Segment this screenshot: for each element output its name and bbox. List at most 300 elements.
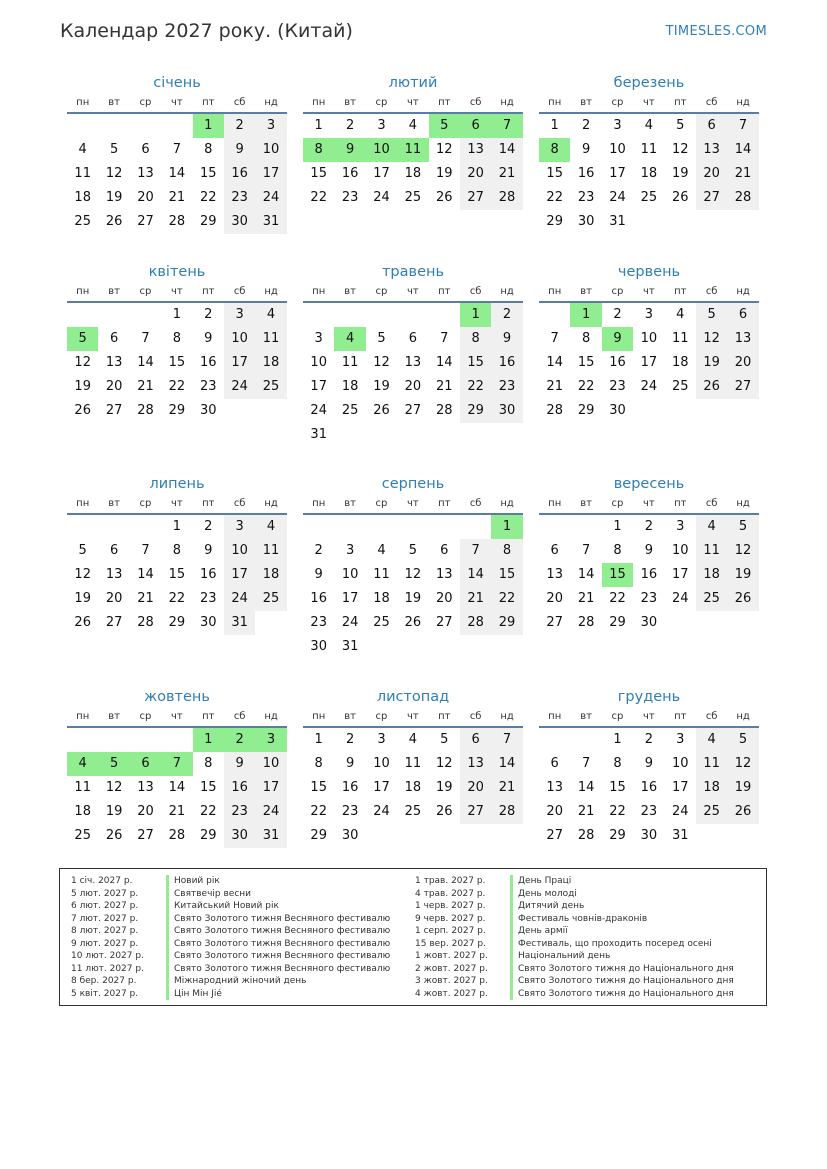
day-cell: 17: [255, 776, 286, 800]
holiday-day-cell: 6: [130, 752, 161, 776]
day-cell: 10: [224, 539, 255, 563]
day-cell: 30: [224, 210, 255, 234]
day-cell: 20: [546, 591, 563, 606]
legend-date: 9 черв. 2027 р.: [415, 913, 486, 924]
month-name: жовтень: [144, 689, 210, 705]
legend-holiday-name: Цін Мін Jié: [174, 988, 222, 999]
day-cell: 26: [373, 403, 390, 418]
weekday-label: нд: [736, 498, 750, 509]
day-cell: 23: [199, 591, 217, 606]
day-cell: 29: [199, 828, 217, 843]
day-cell: 4: [696, 728, 727, 752]
day-cell: 10: [671, 756, 689, 771]
day-cell: 7: [440, 331, 449, 346]
day-grid: [539, 303, 759, 423]
day-cell: 15: [577, 355, 595, 370]
day-cell: 4: [377, 543, 386, 558]
day-cell: 24: [640, 379, 658, 394]
weekday-label: сб: [233, 97, 246, 108]
day-cell: 20: [105, 591, 123, 606]
weekday-label: нд: [264, 97, 278, 108]
day-cell: 21: [577, 804, 595, 819]
day-cell: 3: [613, 118, 622, 133]
day-cell: 20: [460, 776, 491, 800]
day-cell: 26: [74, 615, 91, 630]
day-cell: 4: [255, 515, 286, 539]
month-name: квітень: [148, 264, 206, 280]
day-cell: 28: [577, 615, 595, 630]
day-cell: 4: [408, 118, 417, 133]
day-cell: 27: [696, 186, 727, 210]
day-cell: 19: [74, 591, 91, 606]
day-cell: 8: [613, 756, 622, 771]
day-cell: 13: [546, 780, 563, 795]
day-cell: 28: [491, 800, 522, 824]
day-cell: 18: [640, 166, 658, 181]
weekday-label: чт: [643, 498, 655, 509]
day-cell: 18: [74, 190, 91, 205]
month-name: травень: [381, 264, 445, 280]
day-cell: 15: [199, 780, 217, 795]
day-cell: 30: [341, 828, 359, 843]
day-cell: 10: [640, 331, 658, 346]
legend-holiday-name: Національний день: [518, 951, 611, 961]
empty-cell: [570, 515, 601, 539]
day-cell: 27: [727, 375, 758, 399]
day-cell: 12: [696, 327, 727, 351]
day-cell: 9: [224, 752, 255, 776]
day-cell: 22: [168, 591, 186, 606]
day-cell: 5: [408, 543, 417, 558]
day-cell: 7: [727, 114, 758, 138]
day-cell: 22: [310, 804, 327, 819]
weekday-label: вт: [344, 498, 356, 509]
empty-cell: [67, 515, 98, 539]
day-cell: 20: [435, 591, 453, 606]
day-cell: 2: [644, 732, 653, 747]
legend-holiday-name: Новий рік: [174, 876, 220, 886]
day-cell: 9: [345, 756, 355, 771]
weekday-label: пн: [312, 286, 326, 297]
day-cell: 27: [404, 403, 422, 418]
day-cell: 11: [74, 780, 91, 795]
day-cell: 3: [314, 331, 323, 346]
day-cell: 17: [640, 355, 658, 370]
day-cell: 22: [577, 379, 595, 394]
weekday-label: ср: [611, 286, 624, 297]
day-cell: 30: [640, 828, 658, 843]
holiday-day-cell: 1: [491, 515, 522, 539]
day-cell: 16: [640, 567, 658, 582]
day-cell: 28: [577, 828, 595, 843]
day-cell: 15: [609, 780, 626, 795]
legend-marker: [166, 925, 169, 938]
day-cell: 30: [577, 214, 595, 229]
day-cell: 26: [435, 804, 453, 819]
day-cell: 16: [310, 591, 327, 606]
legend-row: [71, 938, 390, 951]
day-cell: 25: [74, 214, 91, 229]
legend-date: 3 жовт. 2027 р.: [415, 976, 488, 986]
legend-row: [415, 950, 734, 963]
empty-cell: [460, 515, 491, 539]
day-cell: 10: [255, 138, 286, 162]
day-grid: [67, 114, 287, 234]
legend-row: [415, 963, 734, 976]
weekday-label: пн: [76, 498, 90, 509]
holiday-day-cell: 3: [255, 728, 286, 752]
weekday-label: сб: [233, 711, 246, 722]
day-cell: 16: [341, 780, 359, 795]
day-cell: 15: [310, 166, 327, 181]
month-7: [67, 473, 287, 635]
day-cell: 21: [168, 190, 186, 205]
empty-cell: [303, 515, 334, 539]
day-cell: 26: [105, 828, 123, 843]
weekday-label: сб: [705, 97, 718, 108]
weekday-label: ср: [139, 286, 152, 297]
day-cell: 24: [671, 804, 689, 819]
day-cell: 22: [460, 375, 491, 399]
holiday-day-cell: 11: [397, 138, 428, 162]
day-cell: 18: [373, 591, 390, 606]
holiday-day-cell: 5: [429, 114, 460, 138]
day-cell: 31: [255, 824, 286, 848]
day-cell: 19: [671, 166, 689, 181]
day-cell: 29: [168, 403, 186, 418]
legend-holiday-name: Свято Золотого тижня до Національного дня: [518, 976, 734, 986]
day-cell: 1: [613, 732, 622, 747]
weekday-label: чт: [643, 286, 655, 297]
weekday-label: сб: [469, 498, 482, 509]
legend-marker: [510, 963, 513, 976]
day-cell: 10: [373, 756, 390, 771]
legend-holiday-name: Святвечір весни: [174, 888, 252, 899]
day-grid: [539, 728, 759, 848]
weekday-label: пт: [438, 286, 451, 297]
weekday-label: пт: [674, 498, 687, 509]
day-cell: 19: [105, 804, 123, 819]
weekday-header: [539, 495, 759, 515]
empty-cell: [98, 114, 129, 138]
day-cell: 9: [491, 327, 522, 351]
day-cell: 21: [435, 379, 453, 394]
month-name: червень: [617, 264, 681, 280]
day-cell: 15: [168, 567, 186, 582]
weekday-label: сб: [469, 97, 482, 108]
holiday-day-cell: 6: [460, 114, 491, 138]
day-cell: 20: [105, 379, 123, 394]
weekday-header: [539, 94, 759, 114]
day-cell: 30: [609, 403, 626, 418]
legend-date: 1 жовт. 2027 р.: [415, 951, 488, 961]
legend-holiday-name: Фестиваль, що проходить посеред осені: [518, 938, 712, 949]
weekday-header: [539, 708, 759, 728]
day-cell: 23: [199, 379, 217, 394]
month-name: грудень: [617, 689, 681, 705]
weekday-label: пт: [674, 711, 687, 722]
legend-row: [415, 913, 734, 926]
day-cell: 7: [172, 142, 181, 157]
day-cell: 28: [491, 186, 522, 210]
legend-row: [71, 875, 390, 888]
legend-date: 4 жовт. 2027 р.: [415, 988, 488, 999]
day-cell: 6: [440, 543, 449, 558]
legend-holiday-name: День армії: [518, 926, 568, 936]
day-cell: 20: [137, 804, 154, 819]
day-cell: 6: [408, 331, 417, 346]
weekday-label: пт: [438, 711, 451, 722]
month-4: [67, 261, 287, 423]
day-cell: 6: [550, 756, 559, 771]
day-cell: 15: [491, 563, 522, 587]
empty-cell: [161, 114, 192, 138]
day-cell: 21: [168, 804, 186, 819]
empty-cell: [429, 515, 460, 539]
day-cell: 28: [435, 403, 453, 418]
weekday-label: вт: [580, 711, 592, 722]
day-cell: 7: [581, 543, 591, 558]
weekday-header: [67, 94, 287, 114]
day-cell: 20: [404, 379, 422, 394]
empty-cell: [303, 303, 334, 327]
month-5: [303, 261, 523, 447]
legend-date: 15 вер. 2027 р.: [415, 938, 486, 949]
weekday-label: ср: [375, 97, 388, 108]
weekday-header: [303, 495, 523, 515]
weekday-label: сб: [705, 286, 718, 297]
day-cell: 29: [199, 214, 217, 229]
day-cell: 3: [377, 732, 386, 747]
day-cell: 24: [255, 800, 286, 824]
day-cell: 16: [491, 351, 522, 375]
weekday-label: вт: [580, 97, 592, 108]
day-cell: 17: [255, 162, 286, 186]
empty-cell: [539, 728, 570, 752]
day-cell: 17: [341, 591, 359, 606]
legend-row: [415, 925, 734, 938]
day-cell: 22: [609, 591, 626, 606]
site-link[interactable]: TIMESLES.COM: [665, 24, 767, 39]
day-cell: 3: [377, 118, 386, 133]
legend-row: [415, 875, 734, 888]
weekday-label: нд: [500, 498, 514, 509]
day-cell: 19: [696, 351, 727, 375]
weekday-label: чт: [407, 711, 419, 722]
weekday-label: пт: [674, 97, 687, 108]
day-cell: 22: [609, 804, 626, 819]
weekday-label: сб: [469, 286, 482, 297]
day-cell: 10: [609, 142, 626, 157]
day-cell: 7: [141, 331, 150, 346]
day-cell: 9: [204, 543, 213, 558]
day-cell: 26: [727, 587, 758, 611]
day-cell: 6: [109, 543, 119, 558]
legend-row: [71, 900, 390, 913]
day-cell: 28: [460, 611, 491, 635]
month-11: [303, 686, 523, 848]
day-cell: 13: [105, 355, 123, 370]
day-cell: 22: [310, 190, 327, 205]
weekday-label: пн: [312, 711, 326, 722]
day-cell: 22: [546, 190, 563, 205]
day-cell: 10: [255, 752, 286, 776]
day-cell: 12: [435, 756, 453, 771]
day-cell: 2: [644, 519, 653, 534]
empty-cell: [67, 728, 98, 752]
day-cell: 11: [696, 752, 727, 776]
weekday-label: чт: [407, 286, 419, 297]
day-cell: 26: [696, 375, 727, 399]
weekday-label: ср: [139, 711, 152, 722]
weekday-label: вт: [344, 97, 356, 108]
legend-holiday-name: Свято Золотого тижня Весняного фестивалю: [174, 926, 391, 936]
day-cell: 6: [727, 303, 758, 327]
empty-cell: [130, 728, 161, 752]
day-cell: 29: [577, 403, 595, 418]
weekday-label: нд: [500, 97, 514, 108]
day-cell: 11: [640, 142, 658, 157]
day-cell: 23: [577, 190, 595, 205]
day-cell: 25: [640, 190, 658, 205]
day-cell: 25: [341, 403, 359, 418]
weekday-label: ср: [611, 97, 624, 108]
day-cell: 26: [105, 214, 123, 229]
legend-marker: [510, 938, 513, 951]
day-cell: 7: [141, 543, 150, 558]
legend-marker: [510, 875, 513, 888]
legend-date: 1 січ. 2027 р.: [71, 876, 133, 886]
holiday-day-cell: 7: [491, 114, 522, 138]
day-cell: 30: [491, 399, 522, 423]
holiday-day-cell: 8: [539, 138, 570, 162]
weekday-label: пн: [548, 711, 562, 722]
day-cell: 8: [314, 756, 323, 771]
day-cell: 22: [168, 379, 186, 394]
legend-date: 8 лют. 2027 р.: [71, 926, 139, 936]
day-cell: 22: [199, 804, 217, 819]
day-cell: 21: [137, 379, 154, 394]
day-cell: 14: [168, 166, 186, 181]
weekday-label: нд: [264, 498, 278, 509]
holiday-day-cell: 4: [334, 327, 365, 351]
weekday-header: [303, 94, 523, 114]
day-cell: 3: [224, 515, 255, 539]
day-cell: 25: [696, 587, 727, 611]
day-cell: 2: [581, 118, 591, 133]
legend-row: [71, 988, 390, 1001]
day-cell: 27: [546, 615, 563, 630]
legend-date: 1 черв. 2027 р.: [415, 901, 486, 911]
day-cell: 9: [204, 331, 213, 346]
day-cell: 12: [74, 567, 91, 582]
day-cell: 7: [581, 756, 591, 771]
weekday-label: пт: [202, 286, 215, 297]
day-cell: 15: [460, 351, 491, 375]
month-name: вересень: [613, 476, 685, 492]
day-cell: 24: [341, 615, 359, 630]
holiday-day-cell: 9: [602, 327, 633, 351]
day-cell: 4: [696, 515, 727, 539]
day-cell: 10: [671, 543, 689, 558]
legend-holiday-name: Фестиваль човнів-драконів: [518, 913, 648, 924]
day-cell: 5: [109, 142, 119, 157]
day-cell: 21: [491, 776, 522, 800]
day-cell: 15: [310, 780, 327, 795]
day-cell: 13: [435, 567, 453, 582]
weekday-label: вт: [580, 498, 592, 509]
legend-row: [415, 888, 734, 901]
day-cell: 27: [105, 403, 123, 418]
day-cell: 24: [224, 375, 255, 399]
day-cell: 27: [546, 828, 563, 843]
day-cell: 11: [255, 327, 286, 351]
holiday-day-cell: 7: [161, 752, 192, 776]
day-cell: 14: [137, 355, 154, 370]
legend-date: 8 бер. 2027 р.: [71, 976, 137, 986]
month-12: [539, 686, 759, 848]
legend-marker: [166, 888, 169, 901]
day-cell: 31: [609, 214, 626, 229]
day-cell: 14: [168, 780, 186, 795]
day-cell: 19: [373, 379, 390, 394]
day-cell: 24: [255, 186, 286, 210]
weekday-label: чт: [171, 711, 183, 722]
day-cell: 27: [435, 615, 453, 630]
day-cell: 1: [613, 519, 622, 534]
day-cell: 19: [105, 190, 123, 205]
day-cell: 4: [676, 307, 685, 322]
day-cell: 14: [577, 567, 595, 582]
day-cell: 4: [644, 118, 653, 133]
weekday-label: ср: [375, 711, 388, 722]
weekday-label: вт: [344, 286, 356, 297]
weekday-label: чт: [407, 498, 419, 509]
month-6: [539, 261, 759, 423]
day-cell: 25: [255, 375, 286, 399]
weekday-label: сб: [469, 711, 482, 722]
day-cell: 28: [168, 214, 186, 229]
day-cell: 8: [204, 142, 213, 157]
day-cell: 2: [491, 303, 522, 327]
day-cell: 15: [199, 166, 217, 181]
day-cell: 5: [377, 331, 386, 346]
weekday-label: нд: [736, 286, 750, 297]
day-cell: 9: [644, 543, 653, 558]
weekday-label: чт: [643, 97, 655, 108]
legend-row: [71, 913, 390, 926]
day-cell: 29: [609, 615, 626, 630]
day-cell: 4: [408, 732, 417, 747]
day-cell: 7: [491, 728, 522, 752]
empty-cell: [67, 303, 98, 327]
day-cell: 11: [255, 539, 286, 563]
legend-marker: [510, 950, 513, 963]
legend-marker: [166, 975, 169, 988]
day-cell: 20: [460, 162, 491, 186]
weekday-label: сб: [233, 498, 246, 509]
day-cell: 16: [640, 780, 658, 795]
day-cell: 2: [314, 543, 323, 558]
legend-marker: [510, 913, 513, 926]
weekday-label: ср: [611, 711, 624, 722]
day-cell: 25: [671, 379, 689, 394]
day-cell: 8: [172, 543, 181, 558]
month-name: серпень: [381, 476, 445, 492]
day-cell: 2: [224, 114, 255, 138]
day-cell: 31: [255, 210, 286, 234]
weekday-label: ср: [139, 97, 152, 108]
